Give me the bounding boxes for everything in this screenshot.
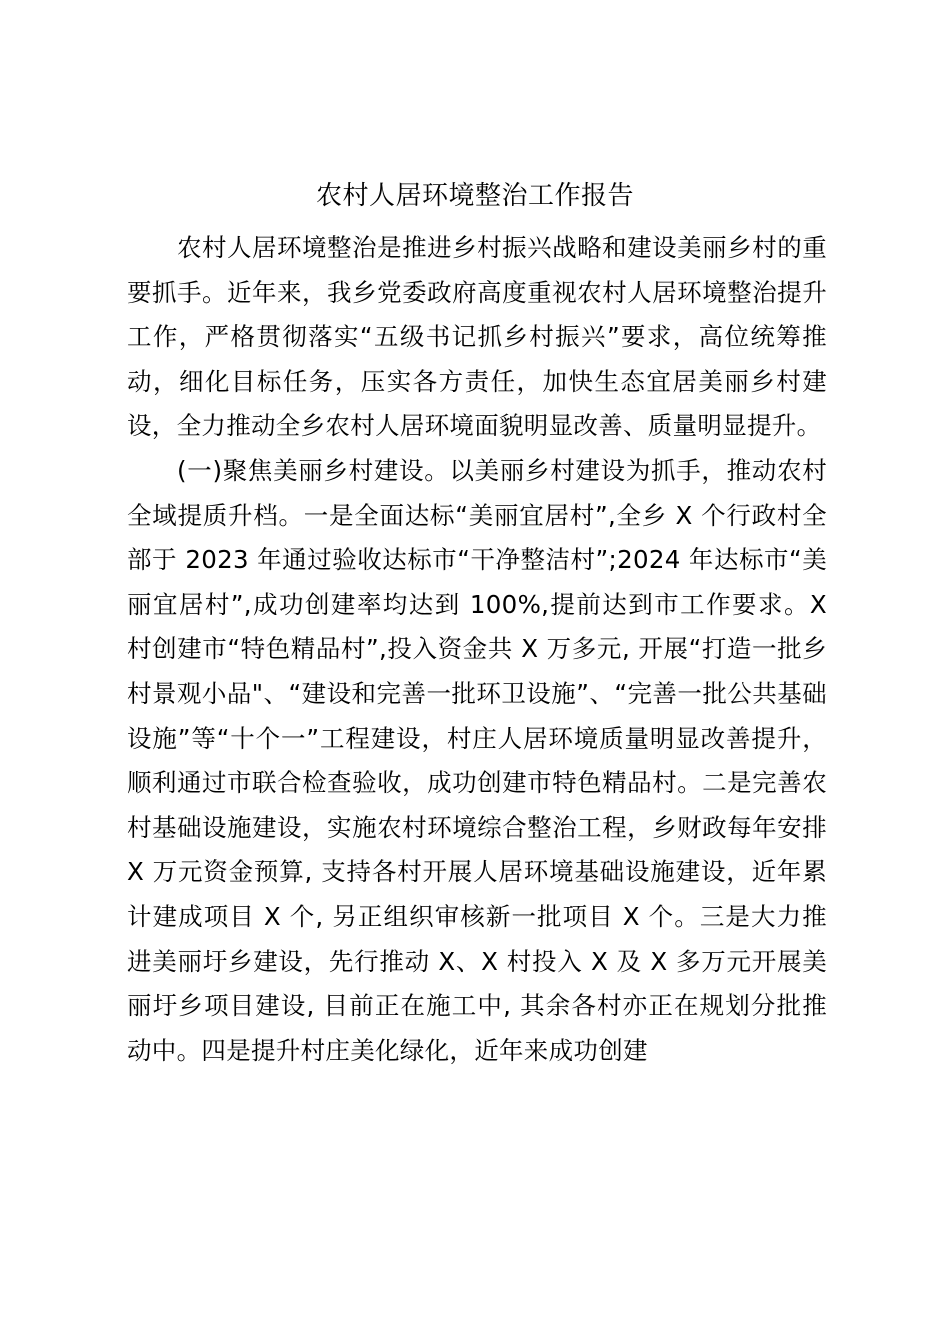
document-body bbox=[127, 226, 827, 1073]
document-title: 农村人居环境整治工作报告 bbox=[315, 181, 634, 211]
paragraph-intro: 农村人居环境整治是推进乡村振兴战略和建设美丽乡村的重要抓手。近年来，我乡党委政府高度重视农村人居环境整治提升工作，严格贯彻落实“五级书记抓乡村振兴”要求，高位统筹推动，细化目标任务，压实各方责任，加快生态宜居美丽乡村建设，全力推动全乡农村人居环境面貌明显改善、质量明显提升。 bbox=[127, 233, 827, 441]
paragraph-section-one: (一)聚焦美丽乡村建设。以美丽乡村建设为抓手，推动农村全域提质升档。一是全面达标“美丽宜居村”,全乡 X 个行政村全部于 2023 年通过验收达标市“干净整洁村”;2024 年达标市“美丽宜居村”,成功创建率均达到 100%,提前达到市工作要求。X 村创建市“特色精品村”,投入资金共 X 万多元, 开展“打造一批乡村景观小品"、“建设和完善一批环卫设施”、“完善一批公共基础设施”等“十个一”工程建设，村庄人居环境质量明显改善提升，顺利通过市联合检查验收，成功创建市特色精品村。二是完善农村基础设施建设，实施农村环境综合整治工程，乡财政每年安排 X 万元资金预算, 支持各村开展人居环境基础设施建设，近年累计建成项目 X 个, 另正组织审核新一批项目 X 个。三是大力推进美丽圩乡建设，先行推动 X、X 村投入 X 及 X 多万元开展美丽圩乡项目建设, 目前正在施工中, 其余各村亦正在规划分批推动中。四是提升村庄美化绿化，近年来成功创建 bbox=[127, 455, 827, 1065]
